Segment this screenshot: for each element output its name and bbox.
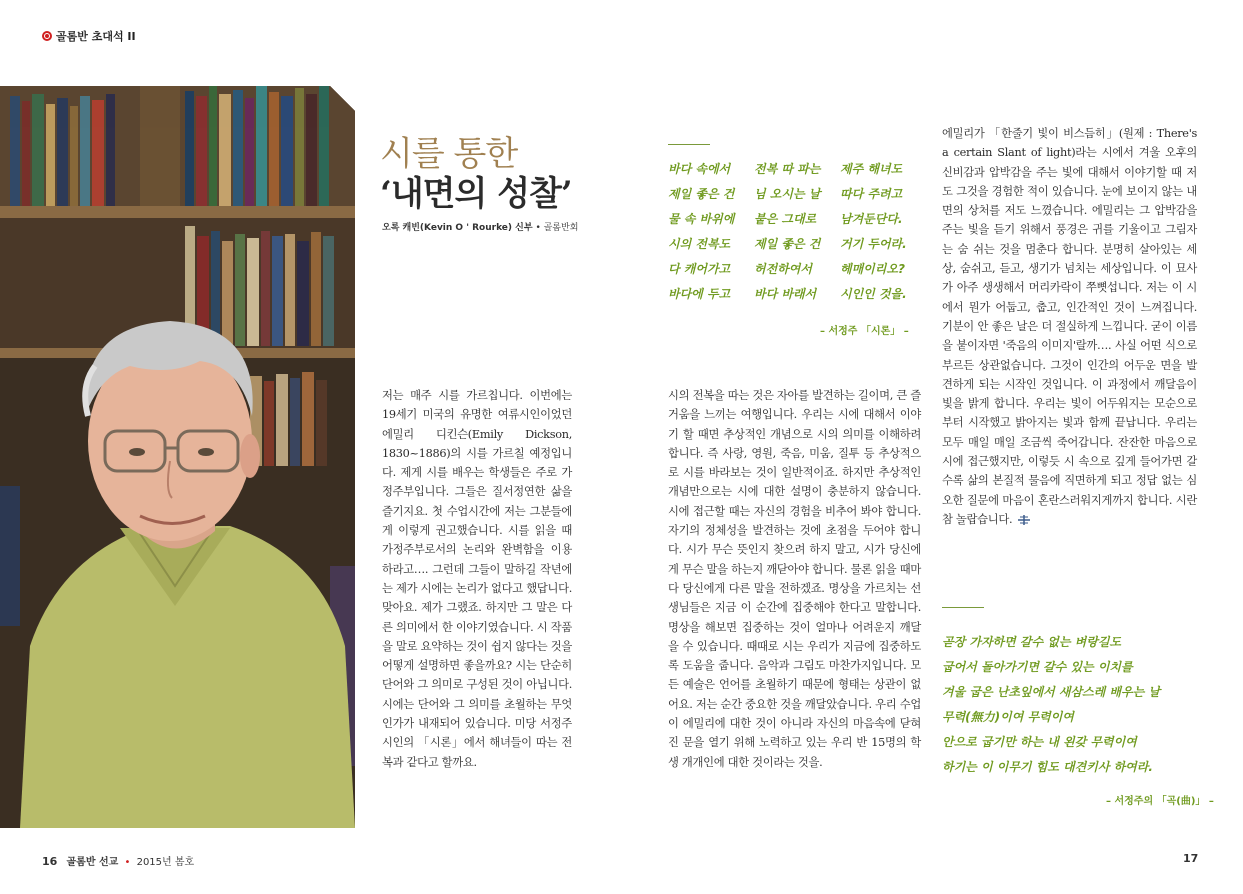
poem-line: 전복 따 파는 [754,162,821,176]
author-name: 오록 캐빈(Kevin O ' Rourke) 신부 [382,223,533,233]
poem-source-gok: – 서정주의 「곡(曲)」 – [1106,796,1214,807]
poem-gok [942,630,1160,780]
byline [382,220,578,233]
poem-source-siron: – 서정주 「시론」 – [820,326,909,337]
poem-line: 굽어서 돌아가기면 갈수 있는 이치를 [942,660,1133,674]
body-column-1: 저는 매주 시를 가르칩니다. 이번에는 19세기 미국의 유명한 여류시인이었던 에밀리 디킨슨(Emily Dickson, 1830~1886)의 시를 가르칠 예정입니다. 제게 시를 배우는 학생들은 주로 가정주부입니다. 그들은 질서정연한 삶을 즐기지요. 첫 수업시간에 저는 그분들에게 이렇게 권고했습니다. 시를 읽을 때 가정주부로서의 논리와 완벽함을 이용하라고…. 그런데 그들이 말하길 작년에는 제가 시에는 논리가 없다고 했답니다. 맞아요. 제가 그랬죠. 하지만 그 말은 다른 의미에서 한 이야기였습니다. 시 작품을 말로 요약하는 것이 쉽지 않다는 것을 어떻게 설명하면 좋을까요? 시는 단순히 단어와 그 의미로 구성된 것이 아닙니다. 시에는 단어와 그 의미를 초월하는 무엇인가가 내재되어 있습니다. 미당 서정주 시인의 「시론」에서 해녀들이 따는 전복과 같다고 할까요. [382,389,572,769]
poem-line: 허전하여서 [754,262,812,276]
section-header [42,28,136,44]
poem-lines [668,162,926,301]
article-title-line1: 시를 통한 [380,134,518,174]
article-end-mark-icon [1016,514,1032,526]
poem-line: 곧장 가자하면 갈수 없는 벼랑길도 [942,635,1122,649]
poem-line: 붙은 그대로 [754,212,817,226]
byline-separator: • [535,223,544,233]
article-title-line2: ‘내면의 성찰’ [380,174,572,214]
page-number-right: 17 [1183,852,1199,865]
poem-line: 제일 좋은 건 [668,187,735,201]
footer-left [42,853,194,868]
poem-line: 다 캐어가고 [668,262,731,276]
author-photo [0,86,355,828]
body-column-2: 시의 전복을 따는 것은 자아를 발견하는 길이며, 큰 즐거움을 느끼는 여행입니다. 우리는 시에 대해서 이야기 할 때면 추상적인 개념으로 시의 의미를 이해하려 합니다. 즉 사랑, 영원, 죽음, 미움, 질투 등 추상적으로 시를 바라보는 것이 일반적이죠. 하지만 추상적인 개념만으로는 시에 대한 설명이 충분하지 않습니다. 시에 접근할 때는 자신의 경험을 비추어 봐야 합니다. 자기의 정체성을 발견하는 것에 초점을 두어야 합니다. 시가 무슨 뜻인지 찾으려 하지 말고, 시가 당신에게 무슨 말을 하는지 깨닫아야 합니다. 물론 읽을 때마다 당신에게 다른 말을 전하겠죠. 명상을 가르치는 선생님들은 지금 이 순간에 집중해야 한다고 말합니다. 명상을 해보면 집중하는 것이 얼마나 어려운지 깨달을 수 있습니다. 때때로 시는 우리가 지금에 집중하도록 도움을 줍니다. 음악과 그림도 마찬가지입니다. 모든 예술은 언어를 초월하기 때문에 형태는 상관이 없어요. 저는 순간 중요한 것을 깨달았습니다. 우리 수업이 에밀리에 대한 것이 아니라 자신의 마음속에 닫혀진 문을 열기 위해 노력하고 있는 우리 반 15명의 학생 개개인에 대한 것이라는 것을. [668,389,921,769]
poem-line: 바다 속에서 [668,162,731,176]
poem-line: 물 속 바위에 [668,212,735,226]
poem-line: 따다 주려고 [840,187,903,201]
poem-divider-bottom [942,607,984,608]
poem-line: 시의 전복도 [668,237,731,251]
section-title: 골롬반 초대석 II [56,30,136,43]
poem-line: 제주 해녀도 [840,162,903,176]
body-column-3 [942,124,1197,529]
publication-name: 골롬반 선교 [66,857,119,868]
poem-line: 거기 두어라. [840,237,907,251]
body-column-3-text: 에밀리가 「한줄기 빛이 비스듬히」(원제 : There's a certain Slant of light)라는 시에서 겨울 오후의 신비감과 압박감을 주는 빛에 대해서 이야기할 때 저도 그것을 경험한 적이 있습니다. 눈에 보이지 않는 내면의 상처를 저도 느꼈습니다. 에밀리는 그 압박감을 주는 빛을 듣기 위해서 풍경은 귀를 기울이고 그림자는 숨 쉬는 것을 멈춘다 합니다. 분명히 살아있는 세상, 숨쉬고, 듣고, 생기가 넘치는 세상입니다. 이 묘사가 아주 생생해서 머리카락이 쭈뼛섭니다. 저는 이 시에서 뭔가 어둡고, 춥고, 인간적인 것이 느껴집니다. 기분이 안 좋은 날은 더 절실하게 느낍니다. 굳이 이름을 붙이자면 '죽음의 이미지'랄까…. 사실 어떤 식으로 부르든 상관없습니다. 그것이 인간의 어두운 면을 발견하게 되는 시작인 것입니다. 이 과정에서 깨달음이 빛을 밝게 합니다. 우리는 빛이 어두워지는 모순으로부터 시작했고 밝아지는 빛과 함께 끝납니다. 우리는 모두 매일 매일 조금씩 죽어갑니다. 잔잔한 마음으로 시에 접근했지만, 이렇듯 시 속으로 깊게 들어가면 갈수록 삶의 본질적 물음에 직면하게 되고 정답 없는 심오한 질문에 마음이 혼란스러워지게까지 합니다. 시란 참 놀랍습니다. [942,127,1197,526]
poem-siron [668,162,926,301]
poem-line: 님 오시는 날 [754,187,821,201]
poem-divider-top [668,144,710,145]
poem-line: 안으로 굽기만 하는 내 왼갖 무력이여 [942,735,1137,749]
page-number-left: 16 [42,855,58,868]
poem-line: 남겨둔단다. [840,212,903,226]
poem-line: 헤매이리오? [840,262,905,276]
poem-line: 겨울 굽은 난초잎에서 새삼스레 배우는 날 [942,685,1160,699]
poem-line: 하기는 이 이무기 힘도 대견키사 하여라. [942,760,1153,774]
issue-label: 2015년 봄호 [136,857,195,868]
poem-line: 제일 좋은 건 [754,237,821,251]
poem-line: 시인인 것을. [840,287,907,301]
poem-line: 바다에 두고 [668,287,731,301]
poem-line: 무력(無力)이여 무력이여 [942,710,1074,724]
portrait-illustration [0,86,355,828]
footer-separator: • [124,857,131,868]
bullet-icon [42,31,52,41]
author-affiliation: 골롬반회 [543,223,579,233]
poem-line: 바다 바래서 [754,287,817,301]
